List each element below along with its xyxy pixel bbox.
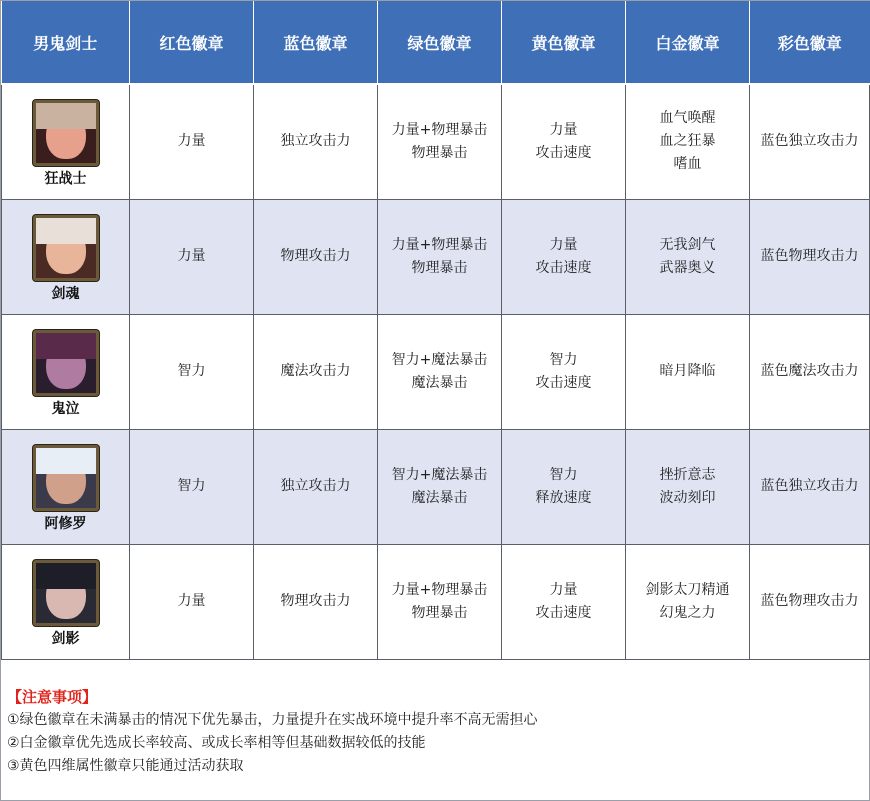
character-cell [2, 544, 130, 659]
platinum-emblem-line: 暗月降临 [659, 363, 716, 379]
rainbow-emblem-value: 蓝色物理攻击力 [760, 593, 859, 609]
rainbow-emblem-cell [750, 544, 870, 659]
blue-emblem-value: 独立攻击力 [280, 478, 351, 494]
red-emblem-value: 力量 [177, 248, 206, 264]
table-row [2, 544, 870, 659]
table-row [2, 84, 870, 199]
character-portrait [33, 445, 99, 511]
note-line-1: ①绿色徽章在未满暴击的情况下优先暴击，力量提升在实战环境中提升率不高无需担心 [7, 712, 538, 728]
blue-emblem-cell [254, 544, 378, 659]
red-emblem-cell [130, 199, 254, 314]
green-emblem-cell [378, 84, 502, 199]
header-class: 男鬼剑士 [2, 1, 130, 84]
portrait-hair [36, 563, 96, 589]
green-emblem-line: 力量+物理暴击 [391, 581, 488, 598]
platinum-emblem-cell [626, 429, 750, 544]
yellow-emblem-line: 攻击速度 [535, 374, 592, 391]
platinum-emblem-line: 无我剑气 [659, 236, 716, 253]
rainbow-emblem-cell [750, 314, 870, 429]
character-name: 剑影 [51, 630, 80, 647]
platinum-emblem-cell [626, 84, 750, 199]
rainbow-emblem-cell [750, 84, 870, 199]
note-line-2: ②白金徽章优先选成长率较高、或成长率相等但基础数据较低的技能 [7, 735, 426, 751]
green-emblem-cell [378, 314, 502, 429]
portrait-hair [36, 333, 96, 359]
green-emblem-line: 物理暴击 [411, 604, 468, 621]
header-green-emblem: 绿色徽章 [378, 1, 502, 84]
red-emblem-cell [130, 429, 254, 544]
red-emblem-cell [130, 84, 254, 199]
table-body [2, 84, 870, 659]
header-yellow-emblem: 黄色徽章 [502, 1, 626, 84]
portrait-hair [36, 103, 96, 129]
character-cell [2, 199, 130, 314]
blue-emblem-cell [254, 84, 378, 199]
character-name: 狂战士 [44, 170, 87, 187]
character-portrait [33, 215, 99, 281]
yellow-emblem-line: 攻击速度 [535, 144, 592, 161]
platinum-emblem-line: 幻鬼之力 [659, 604, 716, 621]
character-portrait [33, 100, 99, 166]
character-portrait [33, 330, 99, 396]
emblem-table [1, 1, 870, 660]
red-emblem-value: 智力 [177, 478, 206, 494]
platinum-emblem-line: 武器奥义 [659, 259, 716, 276]
yellow-emblem-cell [502, 314, 626, 429]
platinum-emblem-line: 血之狂暴 [659, 133, 716, 150]
portrait-hair [36, 448, 96, 474]
table-row [2, 314, 870, 429]
character-portrait [33, 560, 99, 626]
yellow-emblem-line: 攻击速度 [535, 259, 592, 276]
red-emblem-value: 力量 [177, 593, 206, 609]
platinum-emblem-cell [626, 199, 750, 314]
rainbow-emblem-cell [750, 429, 870, 544]
yellow-emblem-cell [502, 429, 626, 544]
character-name: 鬼泣 [51, 400, 80, 417]
platinum-emblem-line: 嗜血 [673, 156, 702, 173]
header-red-emblem: 红色徽章 [130, 1, 254, 84]
portrait-hair [36, 218, 96, 244]
blue-emblem-cell [254, 199, 378, 314]
yellow-emblem-line: 智力 [549, 466, 578, 483]
rainbow-emblem-value: 蓝色独立攻击力 [760, 478, 859, 494]
note-line-3: ③黄色四维属性徽章只能通过活动获取 [7, 758, 244, 774]
green-emblem-line: 智力+魔法暴击 [391, 466, 488, 483]
table-header [2, 1, 870, 84]
platinum-emblem-cell [626, 544, 750, 659]
platinum-emblem-line: 波动刻印 [659, 489, 716, 506]
notes-section [1, 661, 869, 778]
green-emblem-line: 物理暴击 [411, 259, 468, 276]
table-row [2, 199, 870, 314]
blue-emblem-cell [254, 429, 378, 544]
red-emblem-value: 力量 [177, 133, 206, 150]
platinum-emblem-cell [626, 314, 750, 429]
platinum-emblem-line: 血气唤醒 [659, 110, 716, 127]
platinum-emblem-line: 剑影太刀精通 [645, 581, 730, 598]
blue-emblem-value: 独立攻击力 [280, 133, 351, 150]
character-cell [2, 314, 130, 429]
blue-emblem-value: 物理攻击力 [280, 593, 351, 609]
green-emblem-cell [378, 199, 502, 314]
yellow-emblem-line: 智力 [549, 351, 578, 368]
yellow-emblem-cell [502, 84, 626, 199]
rainbow-emblem-cell [750, 199, 870, 314]
yellow-emblem-cell [502, 199, 626, 314]
green-emblem-line: 魔法暴击 [411, 489, 468, 506]
green-emblem-line: 力量+物理暴击 [391, 236, 488, 253]
red-emblem-value: 智力 [177, 363, 206, 379]
green-emblem-cell [378, 429, 502, 544]
notes-title: 【注意事项】 [7, 688, 98, 706]
header-blue-emblem: 蓝色徽章 [254, 1, 378, 84]
rainbow-emblem-value: 蓝色魔法攻击力 [760, 363, 859, 379]
table-row [2, 429, 870, 544]
yellow-emblem-line: 释放速度 [535, 489, 592, 506]
green-emblem-line: 智力+魔法暴击 [391, 351, 488, 368]
character-name: 剑魂 [51, 285, 80, 302]
yellow-emblem-line: 力量 [549, 121, 578, 138]
header-platinum-emblem: 白金徽章 [626, 1, 750, 84]
character-cell [2, 84, 130, 199]
red-emblem-cell [130, 544, 254, 659]
blue-emblem-value: 物理攻击力 [280, 248, 351, 264]
rainbow-emblem-value: 蓝色物理攻击力 [760, 248, 859, 264]
yellow-emblem-cell [502, 544, 626, 659]
header-rainbow-emblem: 彩色徽章 [750, 1, 870, 84]
blue-emblem-value: 魔法攻击力 [280, 363, 351, 379]
rainbow-emblem-value: 蓝色独立攻击力 [760, 133, 859, 150]
platinum-emblem-line: 挫折意志 [659, 466, 716, 483]
green-emblem-cell [378, 544, 502, 659]
yellow-emblem-line: 力量 [549, 581, 578, 598]
yellow-emblem-line: 攻击速度 [535, 604, 592, 621]
green-emblem-line: 魔法暴击 [411, 374, 468, 391]
red-emblem-cell [130, 314, 254, 429]
yellow-emblem-line: 力量 [549, 236, 578, 253]
green-emblem-line: 物理暴击 [411, 144, 468, 161]
character-cell [2, 429, 130, 544]
blue-emblem-cell [254, 314, 378, 429]
green-emblem-line: 力量+物理暴击 [391, 121, 488, 138]
character-name: 阿修罗 [44, 515, 87, 532]
